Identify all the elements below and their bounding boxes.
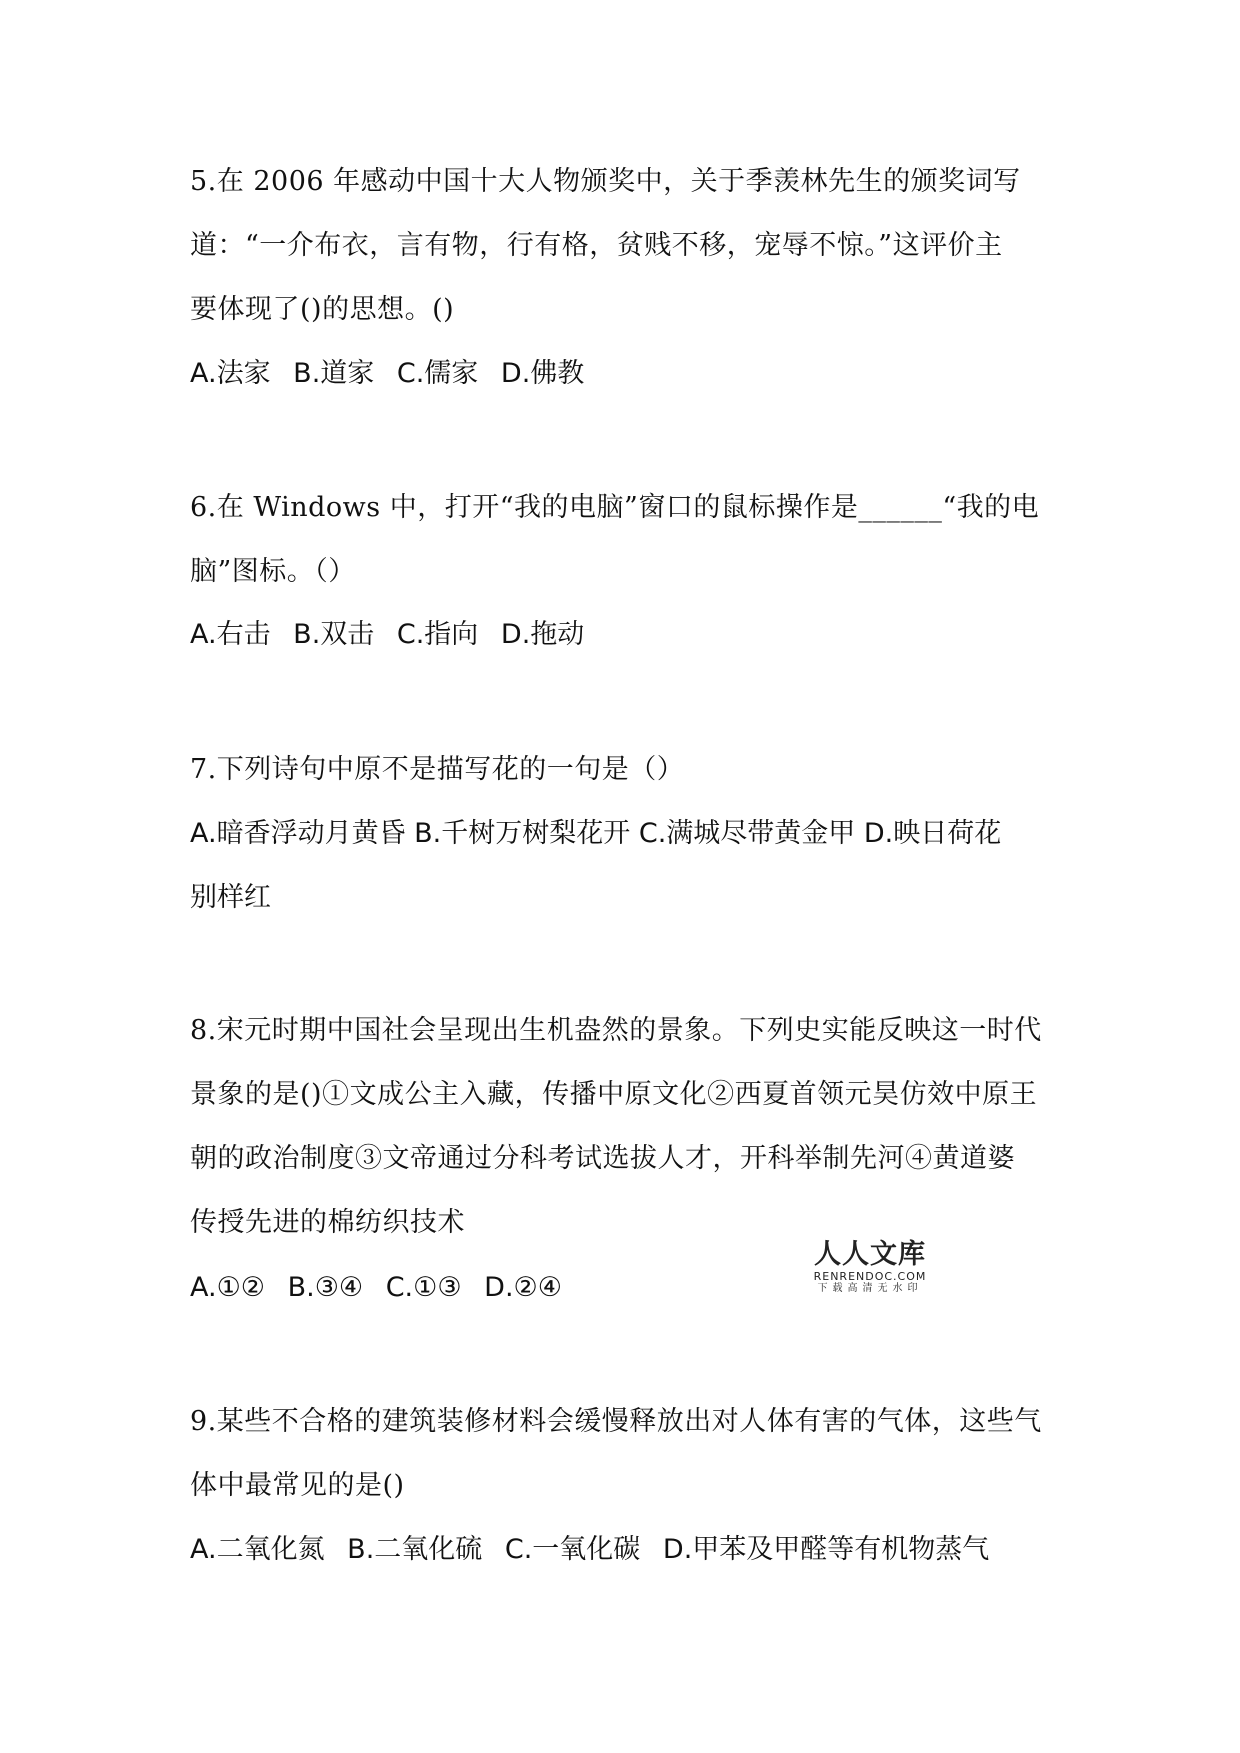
question-8-line-3: 朝的政治制度③文帝通过分科考试选拔人才，开科举制先河④黄道婆	[190, 1143, 1015, 1174]
option-c: C.一氧化碳	[504, 1534, 641, 1565]
question-7-options-line-1: A.暗香浮动月黄昏 B.千树万树梨花开 C.满城尽带黄金甲 D.映日荷花	[190, 818, 1002, 849]
option-d: D.佛教	[500, 358, 585, 389]
option-a: A.右击	[190, 619, 271, 650]
option-d: D.②④	[484, 1272, 562, 1303]
question-6-line-2: 脑”图标。（）	[190, 556, 356, 587]
option-a: A.①②	[190, 1272, 265, 1303]
option-b: B.双击	[293, 619, 375, 650]
question-5-line-1: 5.在 2006 年感动中国十大人物颁奖中，关于季羡林先生的颁奖词写	[190, 166, 1021, 197]
question-8-line-4: 传授先进的棉纺织技术	[190, 1207, 465, 1238]
question-6-options	[190, 617, 598, 653]
question-8-options	[190, 1270, 576, 1306]
option-c: C.儒家	[396, 358, 479, 389]
option-b: B.二氧化硫	[347, 1534, 483, 1565]
option-d: D.甲苯及甲醛等有机物蒸气	[662, 1534, 990, 1565]
watermark-subtitle: 下载高清无水印	[817, 1283, 923, 1294]
question-8-line-2: 景象的是()①文成公主入藏，传播中原文化②西夏首领元昊仿效中原王	[190, 1079, 1038, 1110]
option-b: B.③④	[287, 1272, 364, 1303]
question-8-line-1: 8.宋元时期中国社会呈现出生机盎然的景象。下列史实能反映这一时代	[190, 1015, 1042, 1046]
question-7-line-1: 7.下列诗句中原不是描写花的一句是（）	[190, 754, 685, 785]
watermark-logo	[805, 1240, 935, 1295]
question-7-options-line-2: 别样红	[190, 882, 271, 913]
option-a: A.二氧化氮	[190, 1534, 325, 1565]
question-5-line-2: 道：“一介布衣，言有物，行有格，贫贱不移，宠辱不惊。”这评价主	[190, 230, 1003, 261]
question-5-options	[190, 356, 598, 392]
question-9-line-2: 体中最常见的是()	[190, 1470, 405, 1501]
question-6-line-1: 6.在 Windows 中，打开“我的电脑”窗口的鼠标操作是______“我的电	[190, 492, 1040, 523]
watermark-title: 人人文库	[814, 1239, 926, 1270]
question-5-line-3: 要体现了()的思想。()	[190, 294, 455, 325]
option-d: D.拖动	[500, 619, 585, 650]
option-a: A.法家	[190, 358, 271, 389]
option-b: B.道家	[293, 358, 375, 389]
question-9-options	[190, 1532, 1003, 1568]
watermark-site: RENRENDOC.COM	[813, 1270, 927, 1283]
option-c: C.①③	[385, 1272, 462, 1303]
option-c: C.指向	[396, 619, 479, 650]
question-9-line-1: 9.某些不合格的建筑装修材料会缓慢释放出对人体有害的气体，这些气	[190, 1406, 1042, 1437]
